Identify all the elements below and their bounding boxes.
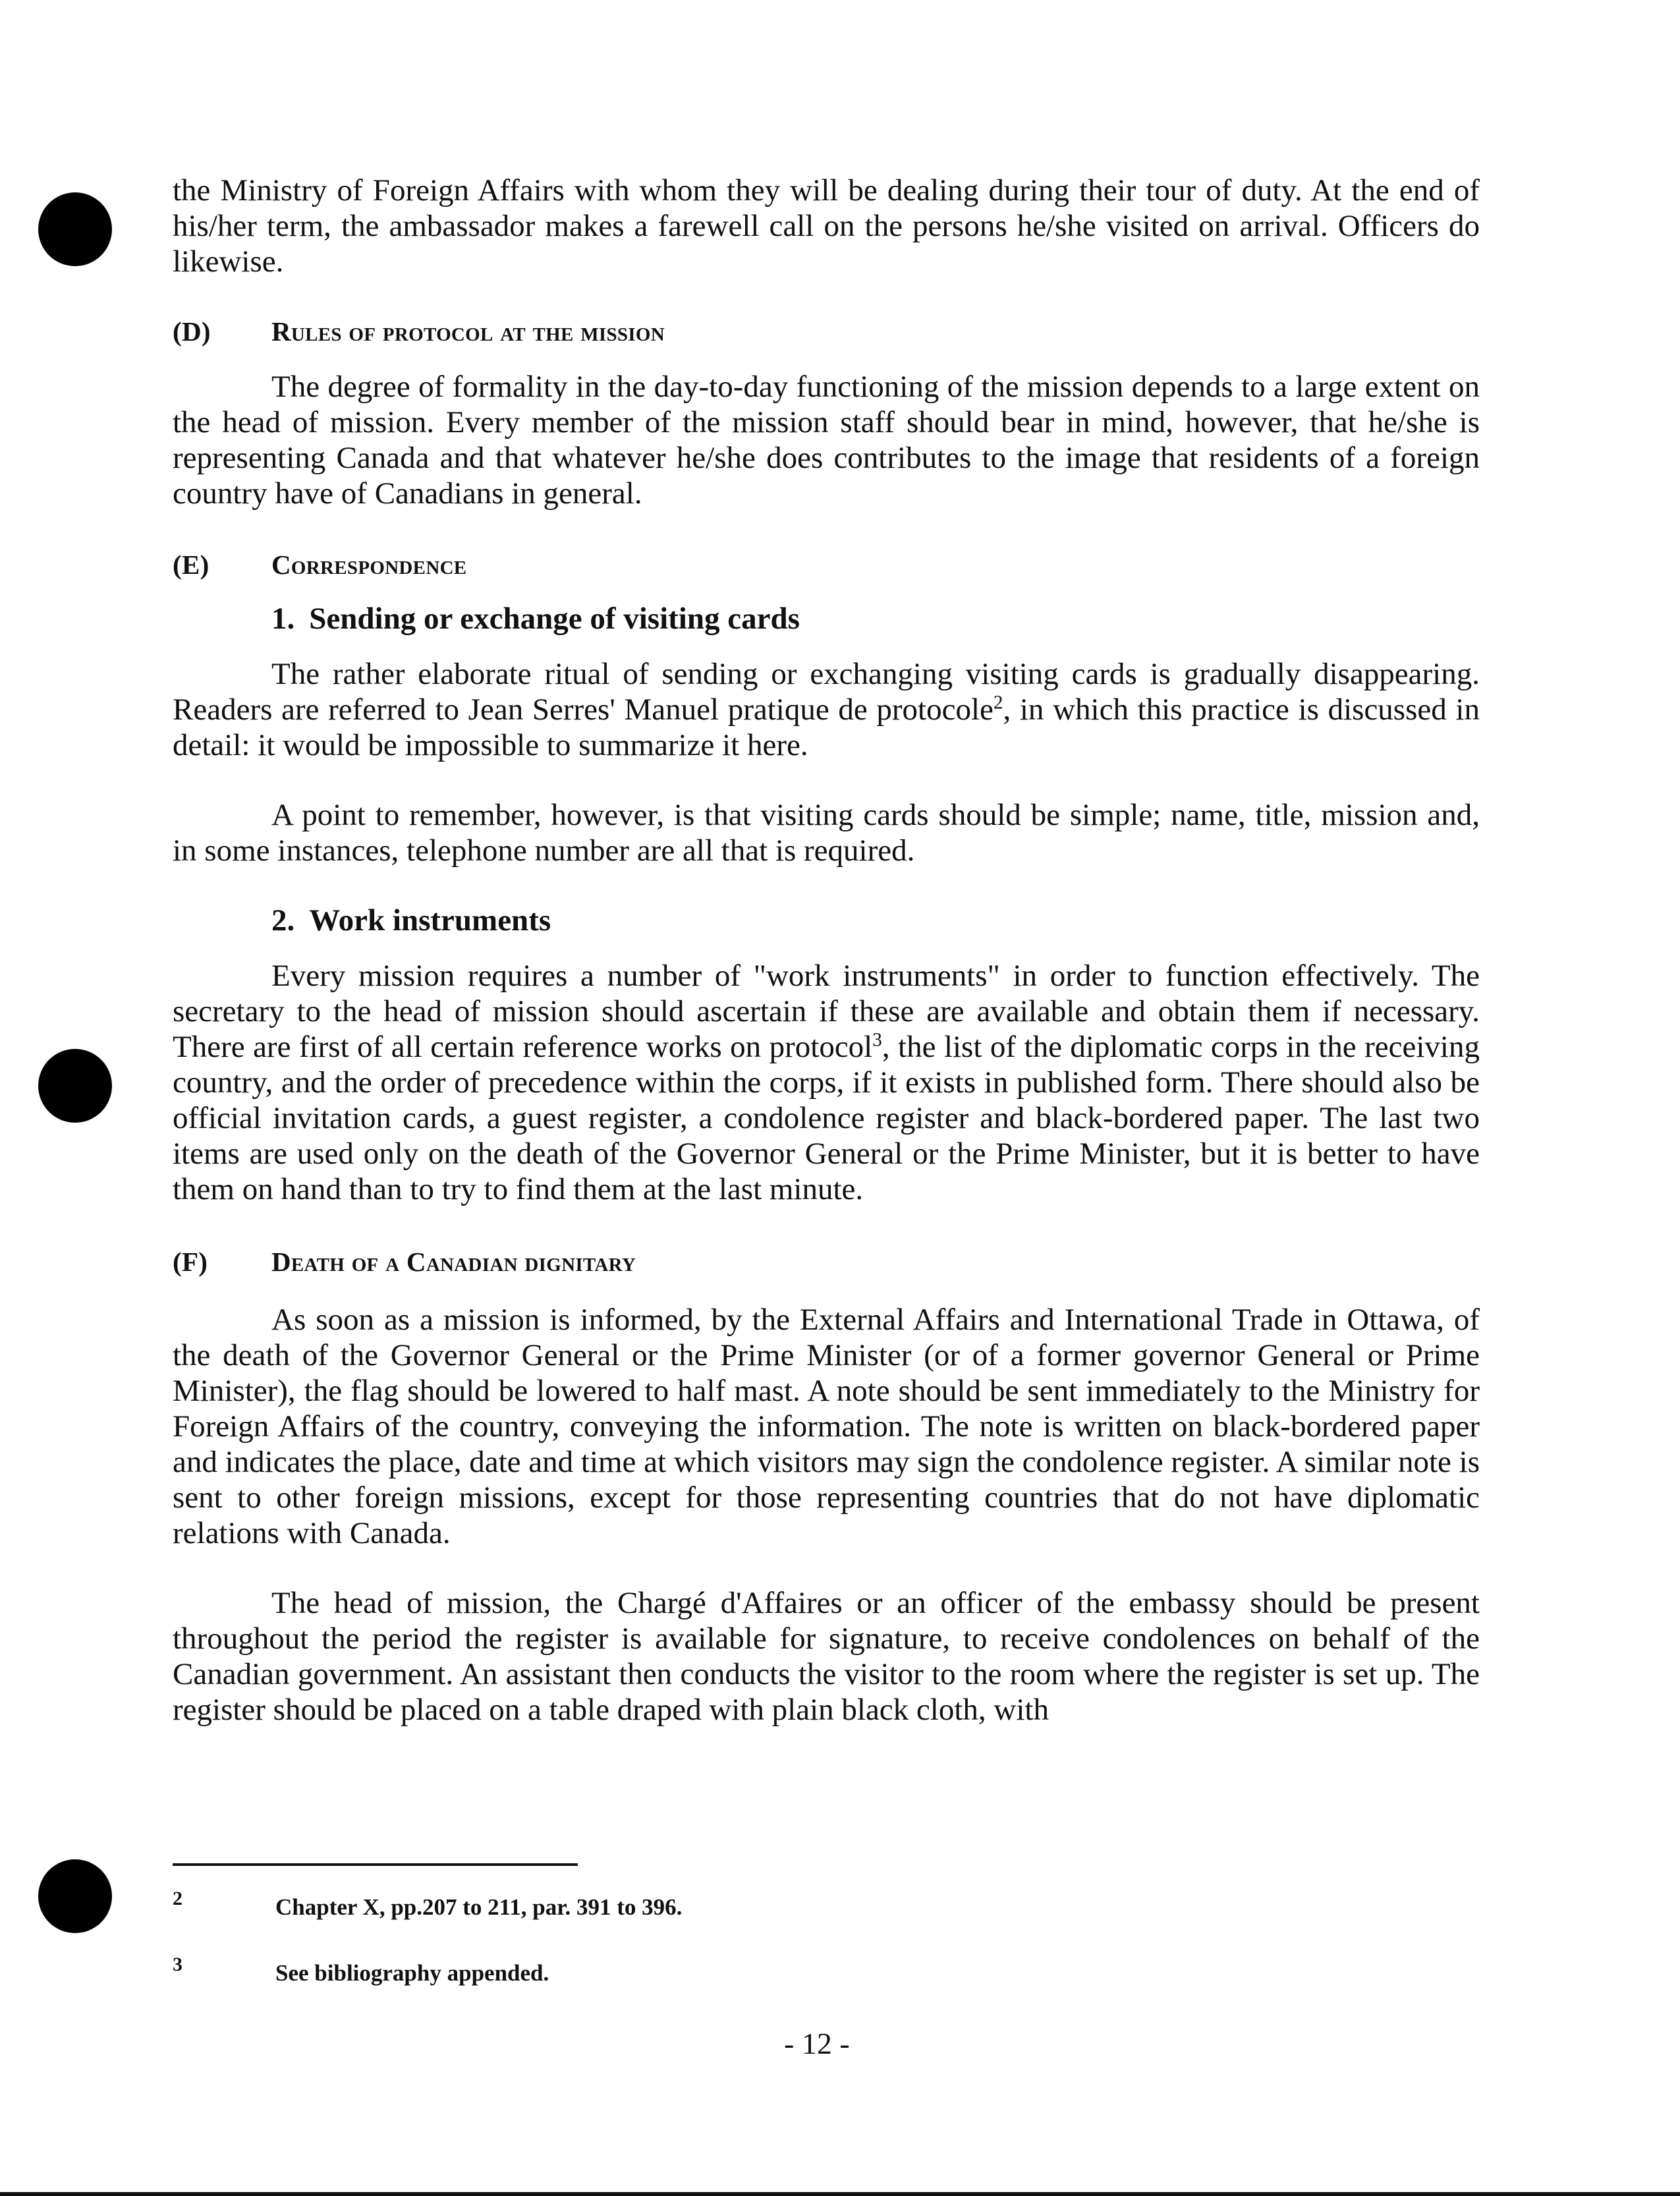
heading-f xyxy=(173,1244,1480,1280)
footnote-ref-3: 3 xyxy=(872,1029,882,1051)
footnote-2-number: 2 xyxy=(173,1888,182,1909)
heading-d-title: Rules of protocol at the mission xyxy=(271,316,665,347)
footnote-2 xyxy=(173,1888,683,1921)
subheading-1-title: Sending or exchange of visiting cards xyxy=(309,602,800,636)
footnote-separator xyxy=(173,1863,578,1866)
page-number: - 12 - xyxy=(784,2027,850,2060)
heading-f-title: Death of a Canadian dignitary xyxy=(271,1247,636,1277)
heading-d-letter: (D) xyxy=(173,316,211,347)
footnote-2-text: Chapter X, pp.207 to 211, par. 391 to 396. xyxy=(275,1894,683,1920)
punch-hole-middle xyxy=(38,1049,112,1123)
paragraph-visiting-cards xyxy=(173,656,1480,763)
page-text xyxy=(173,173,1480,1728)
subheading-2-number: 2. xyxy=(271,903,295,938)
paragraph-visiting-cards-text: The rather elaborate ritual of sending or exchanging visiting cards is gradually disappearing. Readers are referred to Jean Serres' Manuel pratique de protocole xyxy=(173,657,1480,727)
footnote-3 xyxy=(173,1954,549,1986)
subheading-2-title: Work instruments xyxy=(309,903,551,938)
footnote-3-number: 3 xyxy=(173,1954,182,1975)
paragraph-head-of-mission: The head of mission, the Chargé d'Affaires or an officer of the embassy should be present throughout the period the register is available for signature, to receive condolences on behalf of the Canadian government. An assistant then conducts the visitor to the room where the register is set up. The register should be placed on a table draped with plain black cloth, with xyxy=(173,1586,1480,1727)
heading-e-title: Correspondence xyxy=(271,549,467,580)
heading-d xyxy=(173,314,1480,349)
punch-hole-bottom xyxy=(38,1859,112,1933)
paragraph-death-dignitary: As soon as a mission is informed, by the External Affairs and International Trade in Ottawa, of the death of the Governor General or the Prime Minister (or of a former governor General or Prime Minister), the flag should be lowered to half mast. A note should be sent immediately to the Ministry for Foreign Affairs of the country, conveying the information. The note is written on black-bordered paper and indicates the place, date and time at which visitors may sign the condolence register. A similar note is sent to other foreign missions, except for those representing countries that do not have diplomatic relations with Canada. xyxy=(173,1303,1480,1550)
page-bottom-edge xyxy=(0,2192,1680,2196)
subheading-1-number: 1. xyxy=(271,602,295,636)
punch-hole-top xyxy=(38,192,112,266)
heading-f-letter: (F) xyxy=(173,1247,208,1277)
subheading-visiting-cards xyxy=(271,601,1480,636)
paragraph-ministry-calls: the Ministry of Foreign Affairs with whom they will be dealing during their tour of duty. At the end of his/her term, the ambassador makes a farewell call on the persons he/she visited on arrival. Officers do likewise. xyxy=(173,173,1480,279)
paragraph-work-instruments-text: Every mission requires a number of "work instruments" in order to function effectively. The secretary to the head of mission should ascertain if these are available and obtain them if necessary. There are first of all certain reference works on protocol xyxy=(173,959,1480,1064)
paragraph-work-instruments xyxy=(173,958,1480,1207)
heading-e-letter: (E) xyxy=(173,549,210,580)
paragraph-work-instruments-text-end: , the list of the diplomatic corps in the receiving country, and the order of precedence within the corps, if it exists in published form. There should also be official invitation cards, a guest register, a condolence register and black-bordered paper. The last two items are used only on the death of the Governor General or the Prime Minister, but it is better to have them on hand than to try to find them at the last minute. xyxy=(173,1030,1480,1206)
footnote-3-text: See bibliography appended. xyxy=(275,1960,549,1986)
footnote-ref-2: 2 xyxy=(993,692,1003,714)
subheading-work-instruments xyxy=(271,903,1480,938)
paragraph-visiting-cards-text-end: , in which this practice is discussed in detail: it would be impossible to summarize it here. xyxy=(173,692,1480,762)
paragraph-visiting-cards-simple: A point to remember, however, is that visiting cards should be simple; name, title, mission and, in some instances, telephone number are all that is required. xyxy=(173,798,1480,868)
heading-e xyxy=(173,547,1480,582)
paragraph-protocol-mission: The degree of formality in the day-to-day functioning of the mission depends to a large extent on the head of mission. Every member of the mission staff should bear in mind, however, that he/she is representing Canada and that whatever he/she does contributes to the image that residents of a foreign country have of Canadians in general. xyxy=(173,370,1480,511)
